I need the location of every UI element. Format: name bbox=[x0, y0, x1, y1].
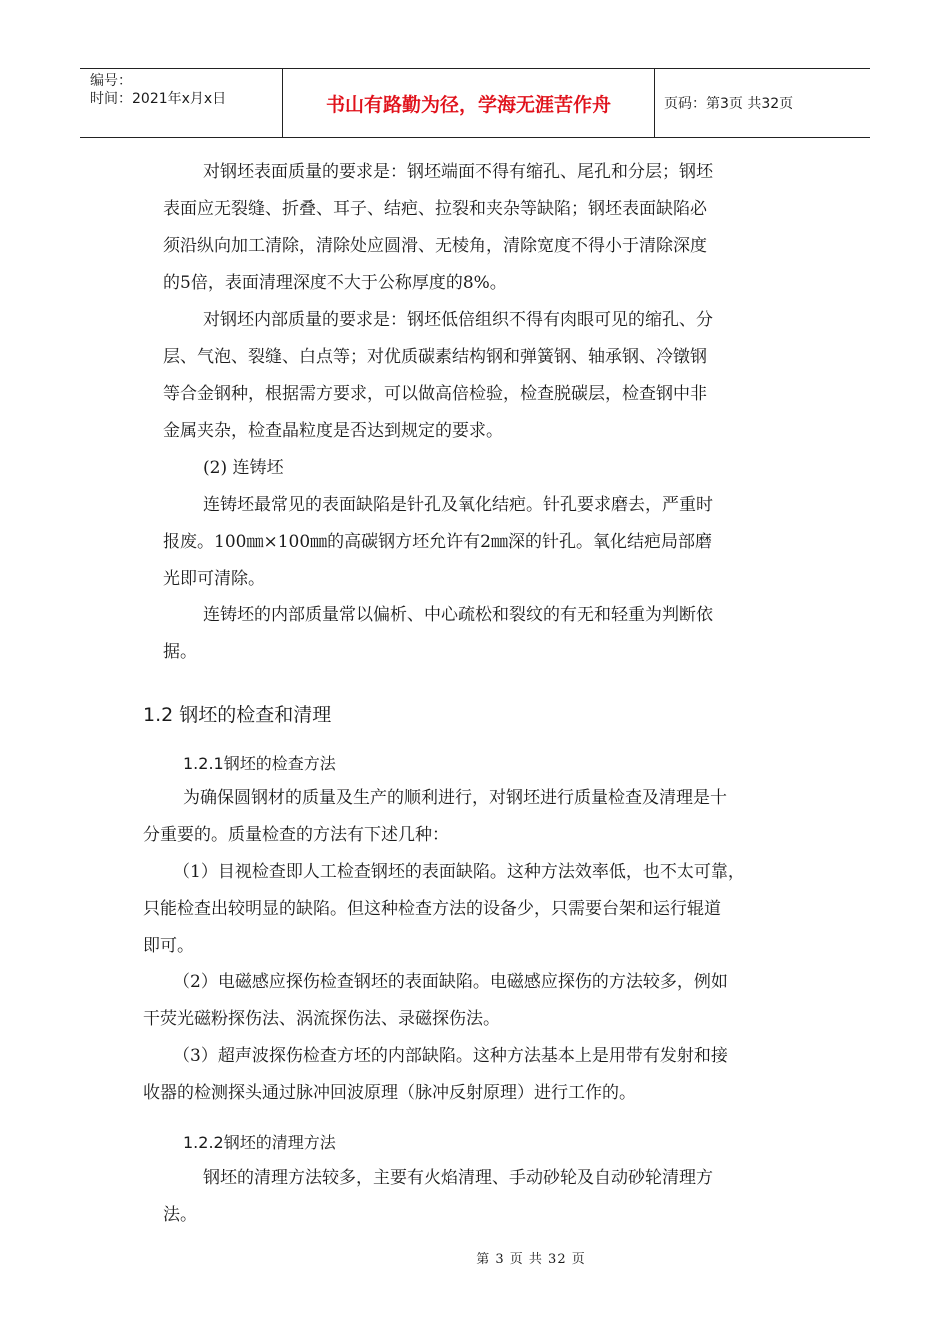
text-line: 对钢坯表面质量的要求是：钢坯端面不得有缩孔、尾孔和分层；钢坯 bbox=[203, 162, 713, 182]
paragraph-ultrasonic bbox=[0, 1038, 950, 1112]
subsection-heading-1-2-1: 1.2.1钢坯的检查方法 bbox=[183, 754, 336, 773]
date-label: 时间：2021年x月x日 bbox=[90, 91, 227, 107]
text-line: (2) 连铸坯 bbox=[203, 458, 284, 478]
paragraph-electromagnetic bbox=[0, 964, 950, 1038]
paragraph-cast-surface bbox=[0, 487, 950, 598]
text-line: （3）超声波探伤检查方坯的内部缺陷。这种方法基本上是用带有发射和接 bbox=[173, 1046, 728, 1066]
paragraph-surface-quality bbox=[0, 154, 950, 302]
text-line: 光即可清除。 bbox=[163, 569, 265, 589]
text-line: 法。 bbox=[163, 1205, 197, 1225]
text-line: 干荧光磁粉探伤法、涡流探伤法、录磁探伤法。 bbox=[143, 1009, 500, 1029]
text-line: 连铸坯的内部质量常以偏析、中心疏松和裂纹的有无和轻重为判断依 bbox=[203, 605, 713, 625]
page-header bbox=[80, 68, 870, 138]
page-footer bbox=[0, 1248, 950, 1267]
text-line: （2）电磁感应探伤检查钢坯的表面缺陷。电磁感应探伤的方法较多，例如 bbox=[173, 972, 728, 992]
text-line: 报废。100㎜×100㎜的高碳钢方坯允许有2㎜深的针孔。氧化结疤局部磨 bbox=[163, 532, 712, 552]
paragraph-cast-internal bbox=[0, 597, 950, 671]
text-line: 即可。 bbox=[143, 936, 194, 956]
number-label: 编号： bbox=[90, 73, 132, 89]
paragraph-visual-inspection bbox=[0, 854, 950, 965]
header-meta bbox=[80, 69, 282, 137]
text-line: 收器的检测探头通过脉冲回波原理（脉冲反射原理）进行工作的。 bbox=[143, 1083, 636, 1103]
header-page-info: 页码：第3页 共32页 bbox=[664, 96, 794, 112]
text-line: 连铸坯最常见的表面缺陷是针孔及氧化结疤。针孔要求磨去，严重时 bbox=[203, 495, 713, 515]
subheading-continuous-cast bbox=[0, 450, 950, 487]
paragraph-cleaning-methods bbox=[0, 1160, 950, 1234]
header-motto: 书山有路勤为径，学海无涯苦作舟 bbox=[282, 69, 655, 137]
text-line: 层、气泡、裂缝、白点等；对优质碳素结构钢和弹簧钢、轴承钢、冷镦钢 bbox=[163, 347, 707, 367]
text-line: 对钢坯内部质量的要求是：钢坯低倍组织不得有肉眼可见的缩孔、分 bbox=[203, 310, 713, 330]
text-line: 须沿纵向加工清除，清除处应圆滑、无棱角，清除宽度不得小于清除深度 bbox=[163, 236, 707, 256]
text-line: 为确保圆钢材的质量及生产的顺利进行，对钢坯进行质量检查及清理是十 bbox=[183, 788, 727, 808]
text-line: 钢坯的清理方法较多，主要有火焰清理、手动砂轮及自动砂轮清理方 bbox=[203, 1168, 713, 1188]
footer-page-number: 第 3 页 共 32 页 bbox=[476, 1252, 586, 1267]
text-line: 只能检查出较明显的缺陷。但这种检查方法的设备少，只需要台架和运行辊道 bbox=[143, 899, 721, 919]
text-line: 等合金钢种，根据需方要求，可以做高倍检验，检查脱碳层，检查钢中非 bbox=[163, 384, 707, 404]
section-heading-1-2: 1.2 钢坯的检查和清理 bbox=[143, 704, 332, 726]
text-line: 金属夹杂，检查晶粒度是否达到规定的要求。 bbox=[163, 421, 503, 441]
text-line: （1）目视检查即人工检查钢坯的表面缺陷。这种方法效率低，也不太可靠， bbox=[173, 862, 745, 882]
subsection-heading-1-2-2: 1.2.2钢坯的清理方法 bbox=[183, 1133, 336, 1152]
text-line: 分重要的。质量检查的方法有下述几种： bbox=[143, 825, 449, 845]
text-line: 表面应无裂缝、折叠、耳子、结疤、拉裂和夹杂等缺陷；钢坯表面缺陷必 bbox=[163, 199, 707, 219]
text-line: 的5倍，表面清理深度不大于公称厚度的8%。 bbox=[163, 273, 507, 293]
paragraph-internal-quality bbox=[0, 302, 950, 450]
paragraph-inspection-intro bbox=[0, 780, 950, 854]
text-line: 据。 bbox=[163, 642, 197, 662]
